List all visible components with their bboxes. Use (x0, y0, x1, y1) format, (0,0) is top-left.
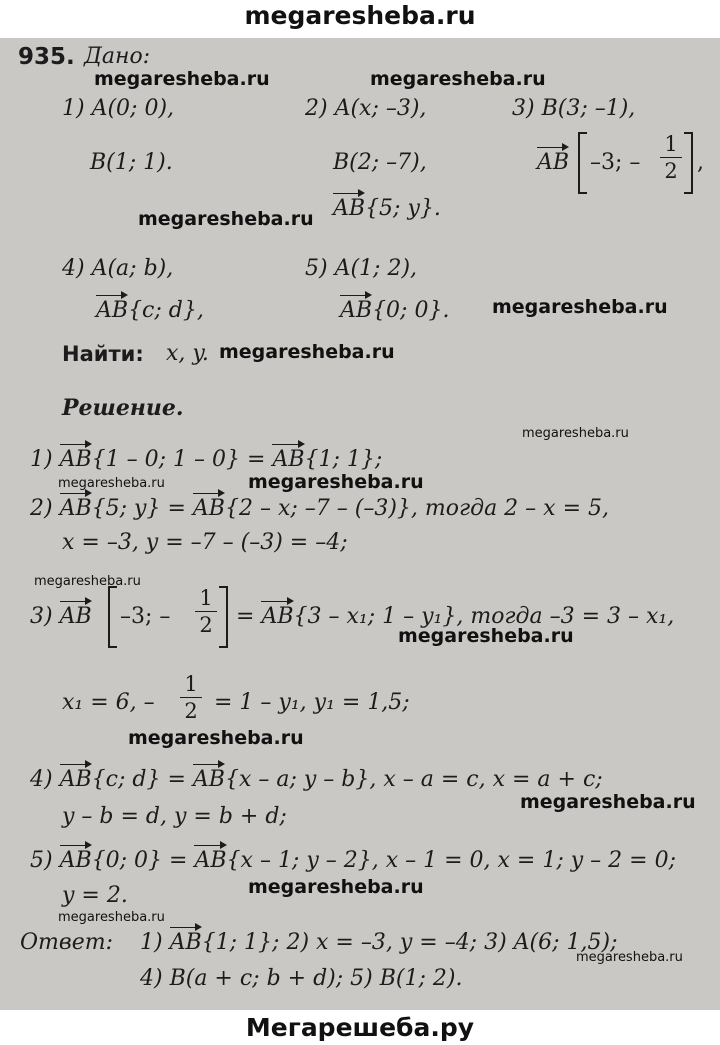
watermark: megaresheba.ru (492, 296, 668, 318)
solution-step-3: 3) AB (30, 604, 92, 629)
solution-step-4: 4) AB{c; d} = AB{x – a; y – b}, x – a = c, x = a + c; (30, 767, 603, 792)
watermark: megaresheba.ru (94, 68, 270, 90)
site-header[interactable]: megaresheba.ru (0, 0, 720, 38)
solution-step-3-line-2: x₁ = 6, – (62, 690, 155, 715)
solution-step-1: 1) AB{1 – 0; 1 – 0} = AB{1; 1}; (30, 447, 383, 472)
given-1-point-a: 1) A(0; 0), (62, 96, 175, 121)
textbook-page (0, 38, 720, 1010)
given-3-components: –3; – (590, 150, 641, 175)
watermark: megaresheba.ru (576, 950, 683, 965)
given-2-point-a: 2) A(x; –3), (305, 96, 427, 121)
solution-label: Решение. (62, 395, 184, 421)
given-3-point-b: 3) B(3; –1), (512, 96, 636, 121)
watermark: megaresheba.ru (128, 727, 304, 749)
watermark: megaresheba.ru (58, 910, 165, 925)
fraction: 1 2 (195, 586, 217, 637)
given-4-vector: AB{c; d}, (96, 298, 204, 323)
watermark: megaresheba.ru (248, 471, 424, 493)
solution-step-3-line-2-rest: = 1 – y₁, y₁ = 1,5; (214, 690, 410, 715)
watermark: megaresheba.ru (370, 68, 546, 90)
watermark: megaresheba.ru (248, 876, 424, 898)
problem-number: 935. (18, 44, 75, 70)
fraction: 1 2 (180, 672, 202, 723)
right-bracket (219, 586, 228, 648)
find-label: Найти: (62, 342, 144, 366)
solution-step-4-line-2: y – b = d, y = b + d; (62, 804, 287, 829)
given-3-vector: AB (537, 150, 570, 175)
given-2-vector: AB{5; y}. (333, 196, 441, 221)
solution-step-2: 2) AB{5; y} = AB{2 – x; –7 – (–3)}, тогда 2 – x = 5, (30, 496, 609, 521)
answer-line-1: 1) AB{1; 1}; 2) x = –3, y = –4; 3) A(6; 1,5); (140, 930, 618, 955)
given-2-point-b: B(2; –7), (333, 150, 427, 175)
solution-step-5-line-2: y = 2. (62, 883, 128, 908)
given-5-vector: AB{0; 0}. (340, 298, 450, 323)
answer-line-2: 4) B(a + c; b + d); 5) B(1; 2). (140, 966, 463, 991)
watermark: megaresheba.ru (522, 426, 629, 441)
solution-step-3-components: –3; – (120, 604, 171, 629)
given-5-point-a: 5) A(1; 2), (305, 256, 418, 281)
watermark: megaresheba.ru (138, 208, 314, 230)
watermark: megaresheba.ru (58, 476, 165, 491)
watermark: megaresheba.ru (219, 341, 395, 363)
answer-label: Ответ: (20, 930, 113, 955)
given-1-point-b: B(1; 1). (90, 150, 173, 175)
solution-step-2-line-2: x = –3, y = –7 – (–3) = –4; (62, 530, 348, 555)
watermark: megaresheba.ru (34, 574, 141, 589)
site-footer[interactable]: Мегарешеба.ру (0, 1010, 720, 1045)
solution-step-5: 5) AB{0; 0} = AB{x – 1; y – 2}, x – 1 = 0, x = 1; y – 2 = 0; (30, 848, 676, 873)
right-bracket (684, 132, 693, 194)
fraction: 1 2 (660, 132, 682, 183)
given-3-comma: , (697, 150, 704, 175)
solution-step-3-rest: = AB{3 – x₁; 1 – y₁}, тогда –3 = 3 – x₁, (236, 604, 675, 629)
find-vars: x, y. (166, 341, 209, 366)
given-label: Дано: (84, 44, 151, 69)
watermark: megaresheba.ru (520, 791, 696, 813)
left-bracket (578, 132, 587, 194)
given-4-point-a: 4) A(a; b), (62, 256, 174, 281)
watermark: megaresheba.ru (398, 625, 574, 647)
left-bracket (108, 586, 117, 648)
